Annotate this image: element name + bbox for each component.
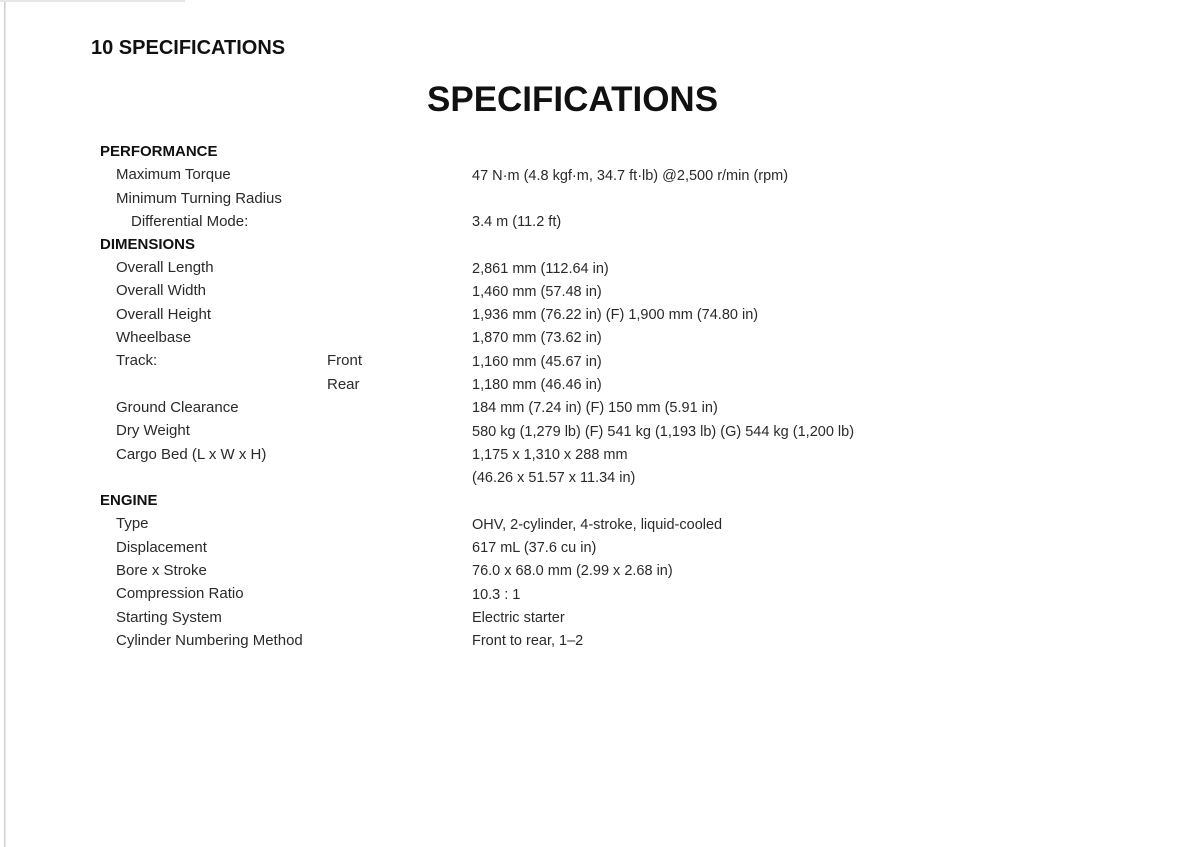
label-minimum-turning-radius: Minimum Turning Radius	[116, 190, 282, 207]
label-track-front: Front	[327, 352, 363, 369]
label-maximum-torque: Maximum Torque	[116, 166, 231, 183]
page-top-edge	[0, 0, 185, 2]
page-edge-shadow	[4, 0, 6, 847]
label-differential-mode: Differential Mode:	[131, 213, 249, 230]
value-cargo-bed-mm: 1,175 x 1,310 x 288 mm	[472, 447, 628, 463]
value-cargo-bed-in: (46.26 x 51.57 x 11.34 in)	[472, 470, 636, 486]
value-overall-height: 1,936 mm (76.22 in) (F) 1,900 mm (74.80 in)	[472, 307, 759, 323]
label-track-rear: Rear	[327, 376, 360, 393]
value-dry-weight: 580 kg (1,279 lb) (F) 541 kg (1,193 lb) (G) 544 kg (1,200 lb)	[472, 424, 855, 440]
label-overall-width: Overall Width	[116, 282, 207, 299]
label-displacement: Displacement	[116, 539, 207, 556]
value-differential-mode: 3.4 m (11.2 ft)	[472, 214, 562, 230]
value-overall-length: 2,861 mm (112.64 in)	[472, 261, 609, 277]
value-maximum-torque: 47 N·m (4.8 kgf·m, 34.7 ft·lb) @2,500 r/min (rpm)	[472, 168, 789, 184]
value-ground-clearance: 184 mm (7.24 in) (F) 150 mm (5.91 in)	[472, 400, 718, 416]
label-overall-length: Overall Length	[116, 259, 214, 276]
label-starting-system: Starting System	[116, 609, 222, 626]
value-displacement: 617 mL (37.6 cu in)	[472, 540, 597, 556]
chapter-header: 10 SPECIFICATIONS	[91, 37, 286, 59]
label-cargo-bed: Cargo Bed (L x W x H)	[116, 446, 267, 463]
value-track-rear: 1,180 mm (46.46 in)	[472, 377, 602, 393]
label-wheelbase: Wheelbase	[116, 329, 192, 346]
page-title: SPECIFICATIONS	[427, 80, 719, 119]
section-title-engine: ENGINE	[100, 492, 158, 509]
section-title-dimensions: DIMENSIONS	[100, 236, 196, 253]
label-compression-ratio: Compression Ratio	[116, 585, 244, 602]
value-overall-width: 1,460 mm (57.48 in)	[472, 284, 602, 300]
label-overall-height: Overall Height	[116, 306, 212, 323]
label-bore-stroke: Bore x Stroke	[116, 562, 207, 579]
value-wheelbase: 1,870 mm (73.62 in)	[472, 330, 602, 346]
label-dry-weight: Dry Weight	[116, 422, 190, 439]
value-starting-system: Electric starter	[472, 610, 565, 626]
label-ground-clearance: Ground Clearance	[116, 399, 239, 416]
value-bore-stroke: 76.0 x 68.0 mm (2.99 x 2.68 in)	[472, 563, 673, 579]
value-cylinder-numbering: Front to rear, 1–2	[472, 633, 584, 649]
label-cylinder-numbering: Cylinder Numbering Method	[116, 632, 303, 649]
label-track: Track:	[116, 352, 158, 369]
value-engine-type: OHV, 2-cylinder, 4-stroke, liquid-cooled	[472, 517, 723, 533]
section-title-performance: PERFORMANCE	[100, 143, 218, 160]
value-compression-ratio: 10.3 : 1	[472, 587, 521, 603]
value-track-front: 1,160 mm (45.67 in)	[472, 354, 602, 370]
label-engine-type: Type	[116, 515, 149, 532]
